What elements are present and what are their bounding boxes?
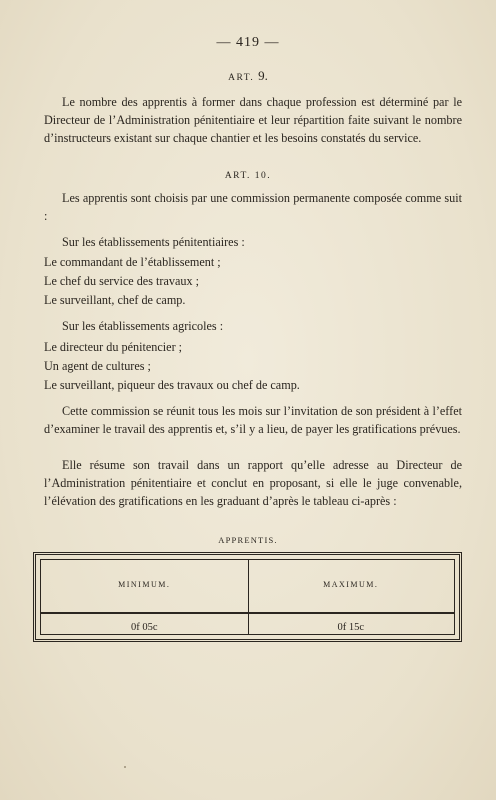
table-inner-frame [40, 559, 455, 635]
page-number: — 419 — [216, 35, 280, 50]
meeting-paragraph: Cette commission se réunit tous les mois sur l’invitation de son président à l’effet d’examiner le travail des apprentis et, s’il y a lieu, de payer les gratifications prévues. [44, 404, 462, 436]
article-9-prefix: ART. [228, 73, 259, 83]
gratification-table [33, 552, 462, 642]
paper-speck [124, 766, 126, 768]
article-10-heading: ART. 10. [224, 171, 272, 181]
list-item: Le surveillant, piqueur des travaux ou chef de camp. [44, 378, 300, 392]
list-item: Le surveillant, chef de camp. [44, 293, 186, 307]
table-cell-maximum: 0f 15c [337, 622, 365, 633]
list-item: Le commandant de l’établissement ; [44, 255, 221, 269]
subheading-agricultural: Sur les établissements agricoles : [62, 319, 224, 333]
list-item: Un agent de cultures ; [44, 359, 151, 373]
list-item: Le directeur du pénitencier ; [44, 340, 183, 354]
table-row-divider [41, 612, 454, 614]
report-paragraph: Elle résume son travail dans un rapport qu’elle adresse au Directeur de l’Administration pénitentiaire et conclut en proposant, si elle le juge convenable, l’élévation des gratifications en les graduant d’après le tableau ci-après : [44, 458, 462, 508]
table-title: APPRENTIS. [218, 535, 278, 545]
table-header-maximum: MAXIMUM. [323, 580, 379, 589]
article-9-paragraph: Le nombre des apprentis à former dans chaque profession est déterminé par le Directeur de l’Administration pénitentiaire et leur répartition faite suivant le nombre d’instructeurs existant sur chaque chantier et les besoins constatés du service. [44, 95, 462, 145]
article-9-heading [0, 68, 496, 84]
article-9-number: 9. [258, 68, 268, 83]
table-cell-minimum: 0f 05c [130, 622, 158, 633]
subheading-penitentiary: Sur les établissements pénitentiaires : [62, 235, 245, 249]
list-item: Le chef du service des travaux ; [44, 274, 199, 288]
table-header-minimum: MINIMUM. [118, 580, 171, 589]
commission-paragraph: Les apprentis sont choisis par une commission permanente composée comme suit : [44, 191, 462, 223]
